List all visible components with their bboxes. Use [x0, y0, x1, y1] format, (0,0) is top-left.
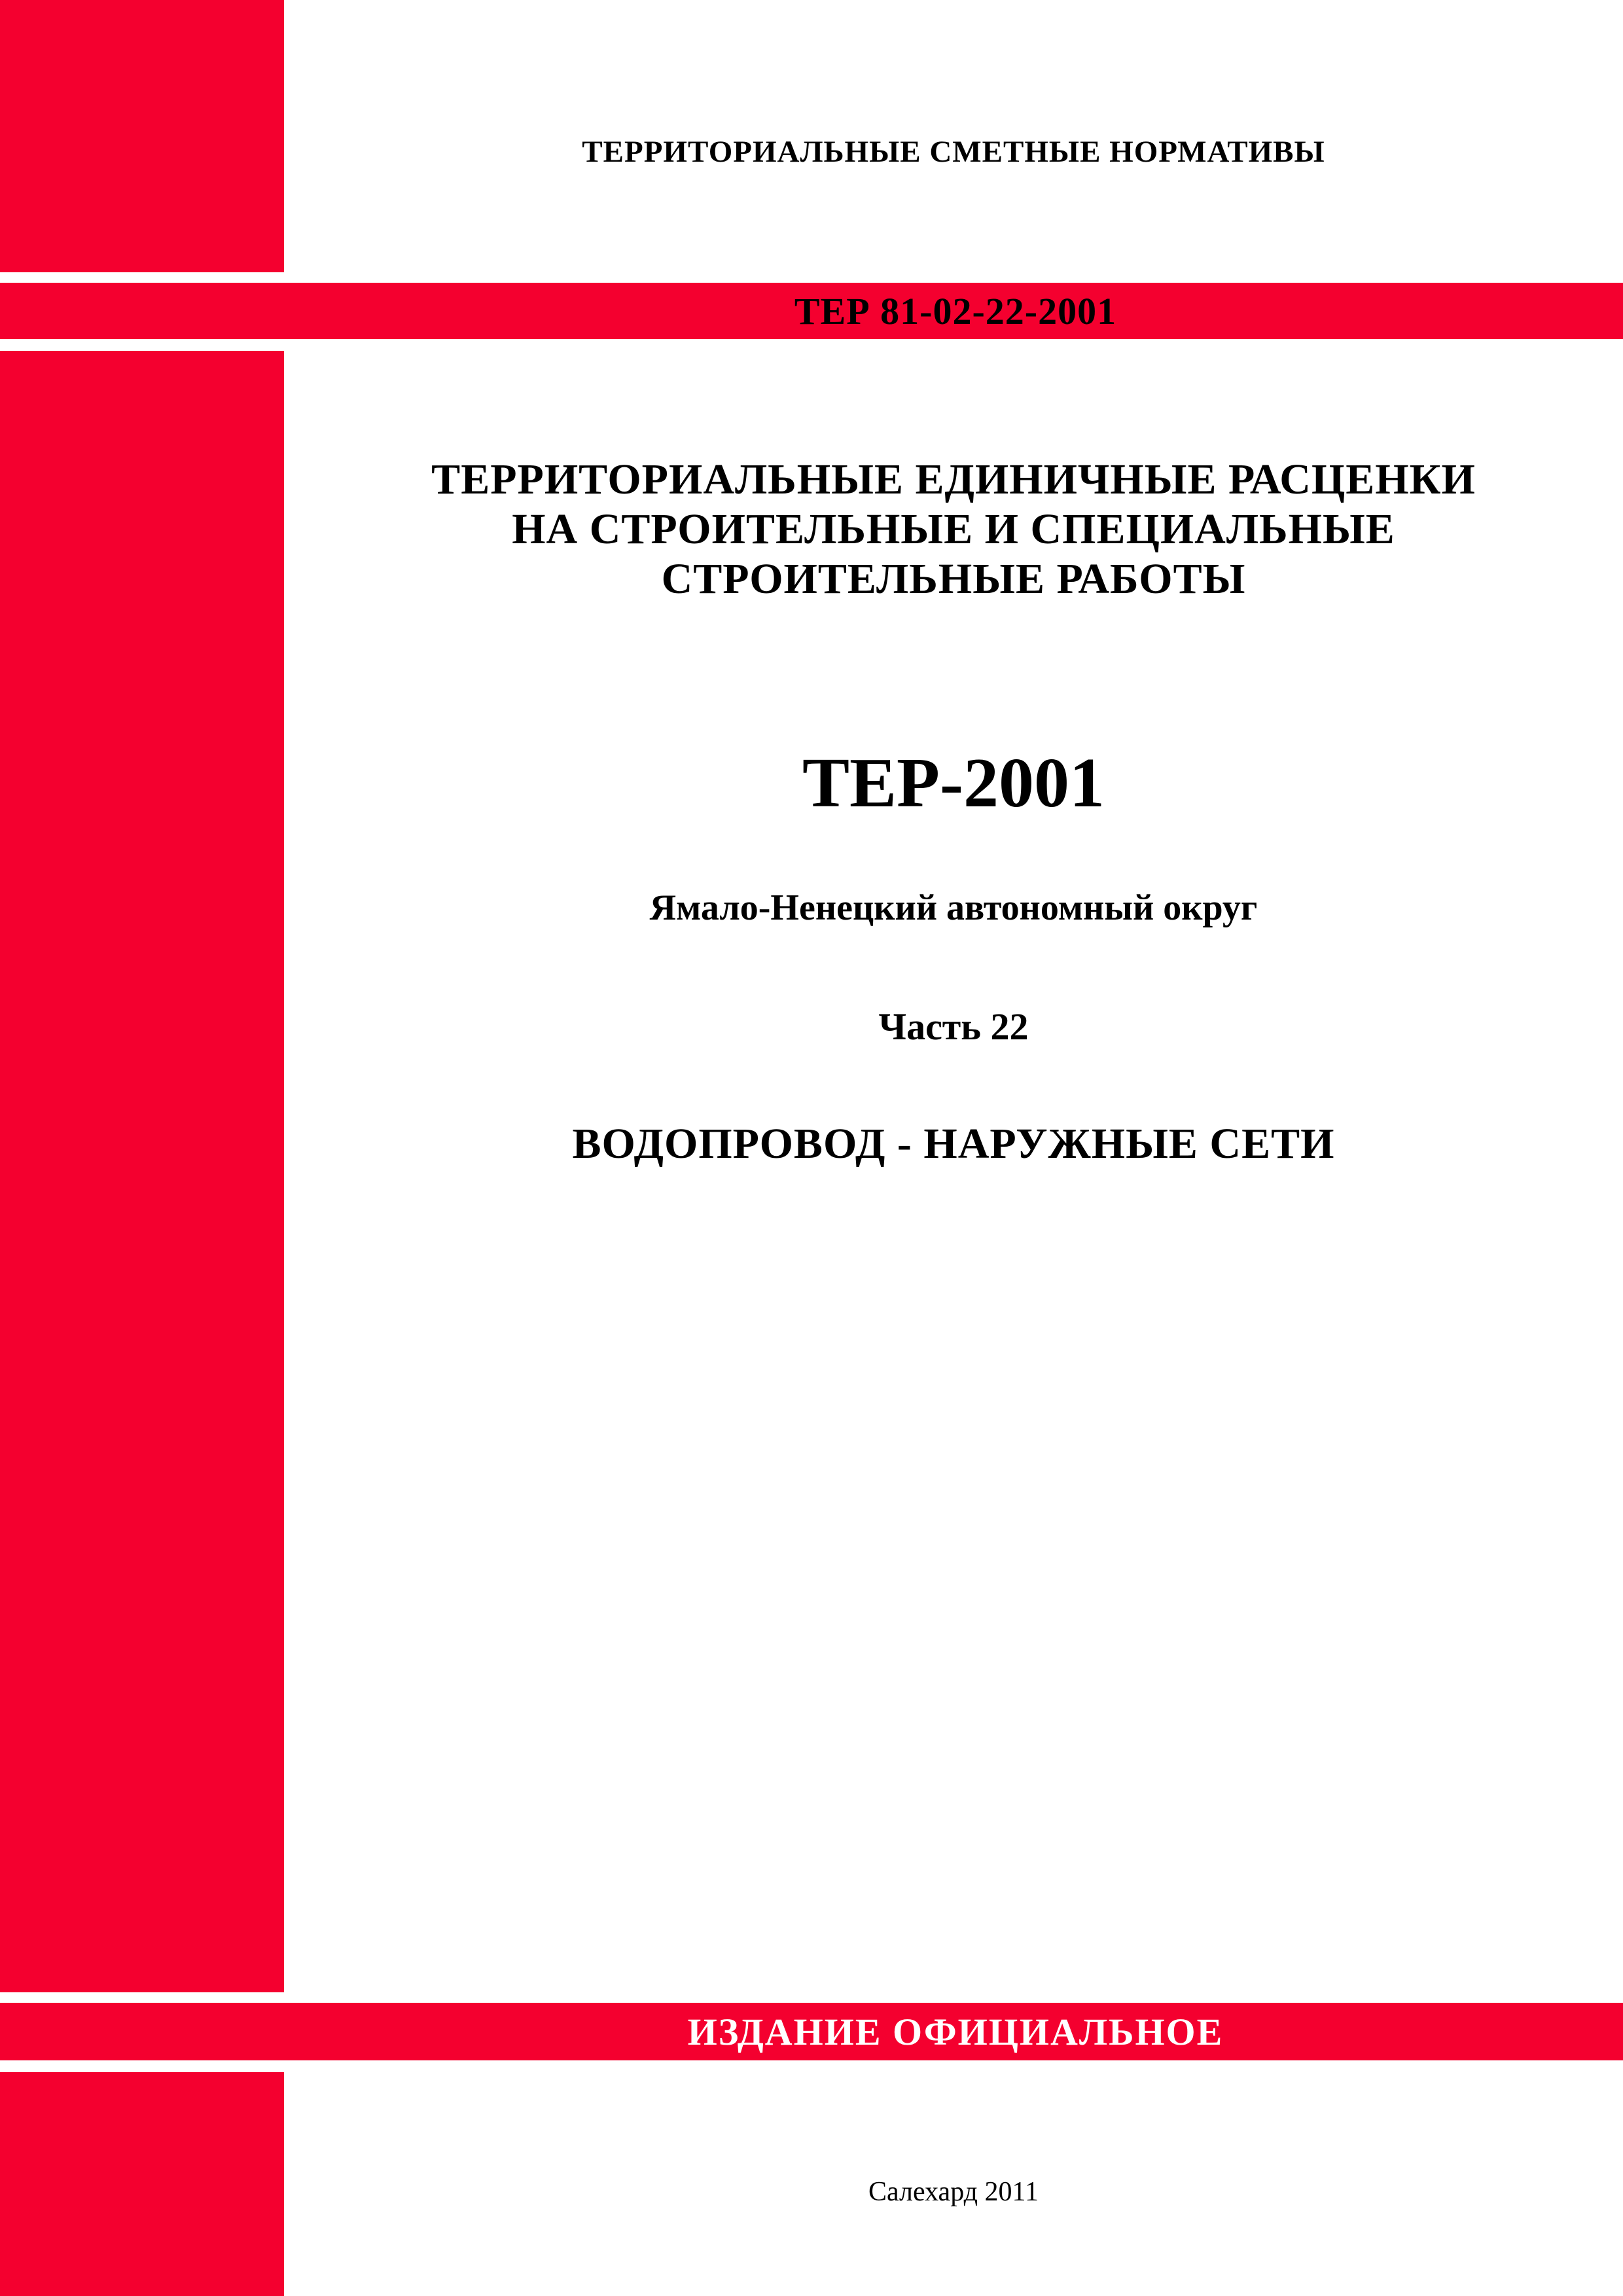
left-red-block-middle	[0, 351, 284, 1992]
official-band	[0, 2003, 1623, 2060]
main-title-line: ТЕРРИТОРИАЛЬНЫЕ ЕДИНИЧНЫЕ РАСЦЕНКИ	[431, 456, 1476, 503]
header-label: ТЕРРИТОРИАЛЬНЫЕ СМЕТНЫЕ НОРМАТИВЫ	[582, 135, 1325, 169]
main-title-line: НА СТРОИТЕЛЬНЫЕ И СПЕЦИАЛЬНЫЕ	[512, 505, 1395, 553]
series-title: ТЕР-2001	[802, 744, 1105, 822]
official-edition-label: ИЗДАНИЕ ОФИЦИАЛЬНОЕ	[687, 2010, 1224, 2053]
document-code: ТЕР 81-02-22-2001	[794, 289, 1117, 332]
code-band	[0, 283, 1623, 339]
left-red-block-bottom	[0, 2072, 284, 2296]
place-and-year: Салехард 2011	[868, 2177, 1039, 2207]
main-title-line: СТРОИТЕЛЬНЫЕ РАБОТЫ	[661, 555, 1246, 603]
left-red-block-top	[0, 0, 284, 272]
section-title: ВОДОПРОВОД - НАРУЖНЫЕ СЕТИ	[572, 1120, 1335, 1168]
region-name: Ямало-Ненецкий автономный округ	[649, 888, 1258, 928]
part-number: Часть 22	[878, 1005, 1029, 1048]
main-title	[284, 455, 1623, 604]
